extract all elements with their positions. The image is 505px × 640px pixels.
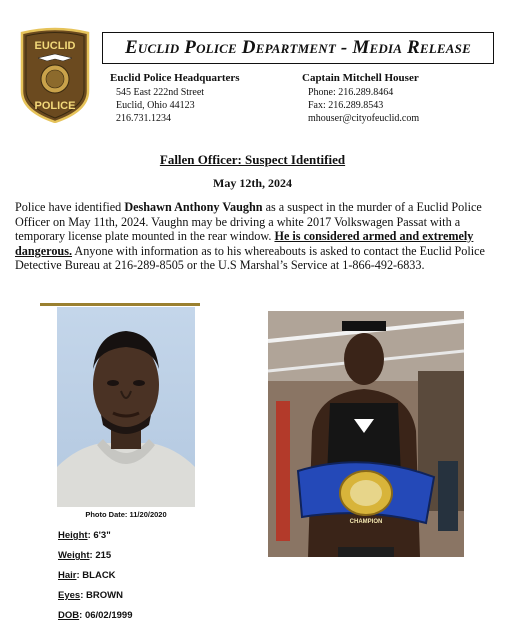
body-text-3: Anyone with information as to his whereabouts is asked to contact the Euclid Police Detective Bureau at 216-289-8505 or the U.S Marshal’s Service at 1-866-492-6833.: [15, 243, 485, 273]
stat-dob: DOB: 06/02/1999: [58, 610, 133, 621]
release-title: Fallen Officer: Suspect Identified: [159, 152, 346, 167]
stat-weight-label: Weight: [58, 550, 90, 561]
stat-height-value: 6'3": [93, 530, 111, 541]
photo-frame-bar: [40, 303, 200, 306]
stat-height: Height: 6'3": [58, 530, 111, 541]
stat-hair-label: Hair: [58, 570, 77, 581]
release-body: [15, 200, 493, 273]
captain-phone: Phone: 216.289.8464: [308, 87, 394, 98]
banner-title: Euclid Police Department - Media Release: [125, 37, 471, 58]
stat-weight-value: 215: [95, 550, 112, 561]
suspect-id-photo: [57, 307, 195, 507]
stat-dob-label: DOB: [58, 610, 80, 621]
stat-eyes: Eyes: BROWN: [58, 590, 123, 601]
stat-hair: Hair: BLACK: [58, 570, 116, 581]
captain-fax: Fax: 216.289.8543: [308, 100, 384, 111]
hq-phone: 216.731.1234: [116, 113, 171, 124]
stat-hair-value: BLACK: [82, 570, 116, 581]
release-date: May 12th, 2024: [213, 176, 292, 190]
captain-heading: Captain Mitchell Houser: [302, 72, 419, 84]
photo-date-caption: Photo Date: 11/20/2020: [85, 510, 167, 519]
suspect-boxing-photo: [268, 311, 464, 557]
stat-eyes-value: BROWN: [86, 590, 123, 601]
stat-weight: Weight: 215: [58, 550, 112, 561]
armed-warning: He is considered armed and extremely dangerous.: [15, 229, 474, 258]
body-text-1: Police have identified: [15, 200, 125, 214]
hq-address: 545 East 222nd Street: [116, 87, 205, 98]
media-release-banner: [102, 32, 494, 64]
suspect-name: Deshawn Anthony Vaughn: [124, 200, 263, 214]
stat-height-label: Height: [58, 530, 88, 541]
belt-text: CHAMPION: [349, 519, 383, 525]
hq-city: Euclid, Ohio 44123: [116, 100, 195, 111]
badge-top-text: EUCLID: [34, 40, 76, 52]
captain-email[interactable]: mhouser@cityofeuclid.com: [308, 113, 420, 124]
stat-dob-value: 06/02/1999: [84, 610, 133, 621]
badge-bottom-text: POLICE: [34, 100, 76, 112]
police-badge-logo: [18, 27, 92, 123]
headquarters-contact: [110, 72, 290, 125]
hq-heading: Euclid Police Headquarters: [110, 72, 240, 84]
captain-contact: [302, 72, 492, 125]
stat-eyes-label: Eyes: [58, 590, 81, 601]
body-text-2: as a suspect in the murder of a Euclid Police Officer on May 11th, 2024. Vaughn may be driving a white 2017 Volkswagen Passat with a temporary license plate mounted in the rear window.: [15, 200, 482, 244]
